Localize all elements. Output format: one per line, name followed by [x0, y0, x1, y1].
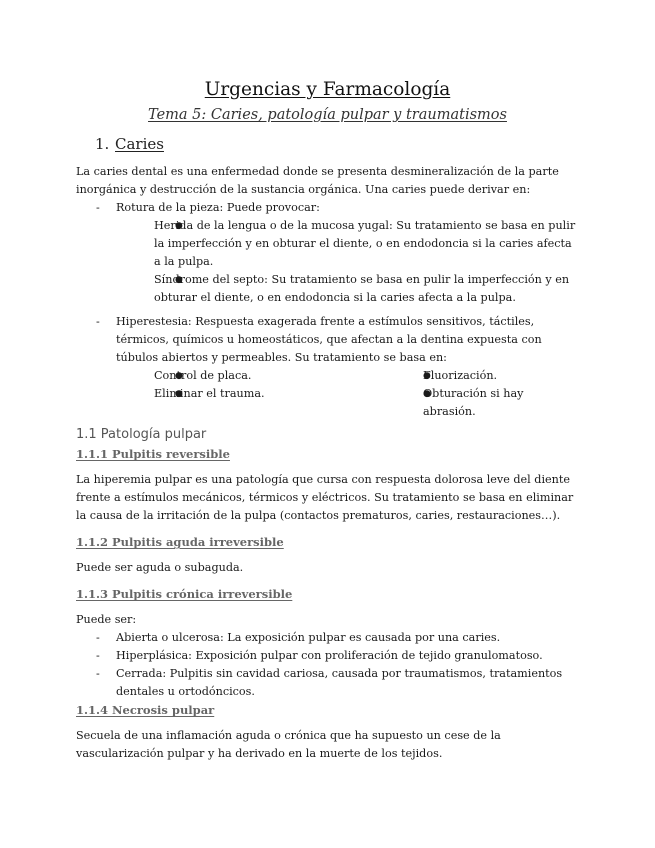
section-title: Caries: [115, 135, 164, 153]
necrosis-pulpar-text: Secuela de una inflamación aguda o crónica que ha supuesto un cese de la vascularización pulpar y ha derivado en la muerte de los tejidos.: [76, 729, 501, 760]
list-item: [76, 199, 578, 307]
treatment-col-2: [347, 367, 578, 421]
section-number: 1.: [95, 135, 110, 153]
heading-pulpitis-aguda: 1.1.2 Pulpitis aguda irreversible: [76, 535, 284, 549]
heading-pulpitis-reversible: 1.1.1 Pulpitis reversible: [76, 447, 230, 461]
pulpitis-cronica-list: [76, 629, 578, 701]
list-item: - Abierta o ulcerosa: La exposición pulpar es causada por una caries.: [76, 629, 578, 647]
heading-pulpitis-cronica: 1.1.3 Pulpitis crónica irreversible: [76, 587, 293, 601]
intro-paragraph: La caries dental es una enfermedad donde se presenta desmineralización de la parte inorgánica y destrucción de la sustancia orgánica. Una caries puede derivar en:: [76, 165, 559, 196]
treatment-col-1: [116, 367, 347, 421]
hiperestesia-label: Hiperestesia: Respuesta exagerada frente a estímulos sensitivos, táctiles, térmicos, químicos u homeostáticos, que afectan a la dentina expuesta con túbulos abiertos y permeables. Su tratamiento se basa en:: [116, 315, 542, 364]
pulpitis-reversible-text: La hiperemia pulpar es una patología que cursa con respuesta dolorosa leve del diente frente a estímulos mecánicos, térmicos y eléctricos. Su tratamiento se basa en eliminar la causa de la irritación de la pulpa (contactos prematuros, caries, restauraciones…).: [76, 473, 574, 522]
list-item: ● Obturación si hay abrasión.: [347, 385, 578, 421]
list-item: ● Herida de la lengua o de la mucosa yugal: Su tratamiento se basa en pulir la imperfección y en obturar el diente, o en endodoncia si la caries afecta a la pulpa.: [116, 217, 578, 271]
list-item: ● Eliminar el trauma.: [116, 385, 347, 403]
document-body: [76, 163, 578, 763]
list-item: - Hiperplásica: Exposición pulpar con proliferación de tejido granulomatoso.: [76, 647, 578, 665]
pulpitis-cronica-text: Puede ser:: [76, 613, 137, 626]
heading-necrosis-pulpar: 1.1.4 Necrosis pulpar: [76, 703, 215, 717]
rotura-label: Rotura de la pieza: Puede provocar:: [116, 201, 320, 214]
list-item: ● Fluorización.: [347, 367, 578, 385]
list-item: - Cerrada: Pulpitis sin cavidad cariosa, causada por traumatismos, tratamientos dentales u ortodóncicos.: [76, 665, 578, 701]
list-item: [76, 313, 578, 421]
caries-consequences-list: [76, 199, 578, 421]
list-item: ● Control de placa.: [116, 367, 347, 385]
rotura-sublist: [116, 217, 578, 307]
list-item: ● Síndrome del septo: Su tratamiento se basa en pulir la imperfección y en obturar el diente, o en endodoncia si la caries afecta a la pulpa.: [116, 271, 578, 307]
section-heading-caries: [95, 134, 164, 154]
pulpitis-aguda-text: Puede ser aguda o subaguda.: [76, 561, 244, 574]
document-subtitle: Tema 5: Caries, patología pulpar y traumatismos: [148, 107, 507, 123]
document-title: Urgencias y Farmacología: [204, 79, 451, 100]
subsection-heading-patologia-pulpar: 1.1 Patología pulpar: [76, 427, 207, 442]
treatment-columns: [116, 367, 578, 421]
